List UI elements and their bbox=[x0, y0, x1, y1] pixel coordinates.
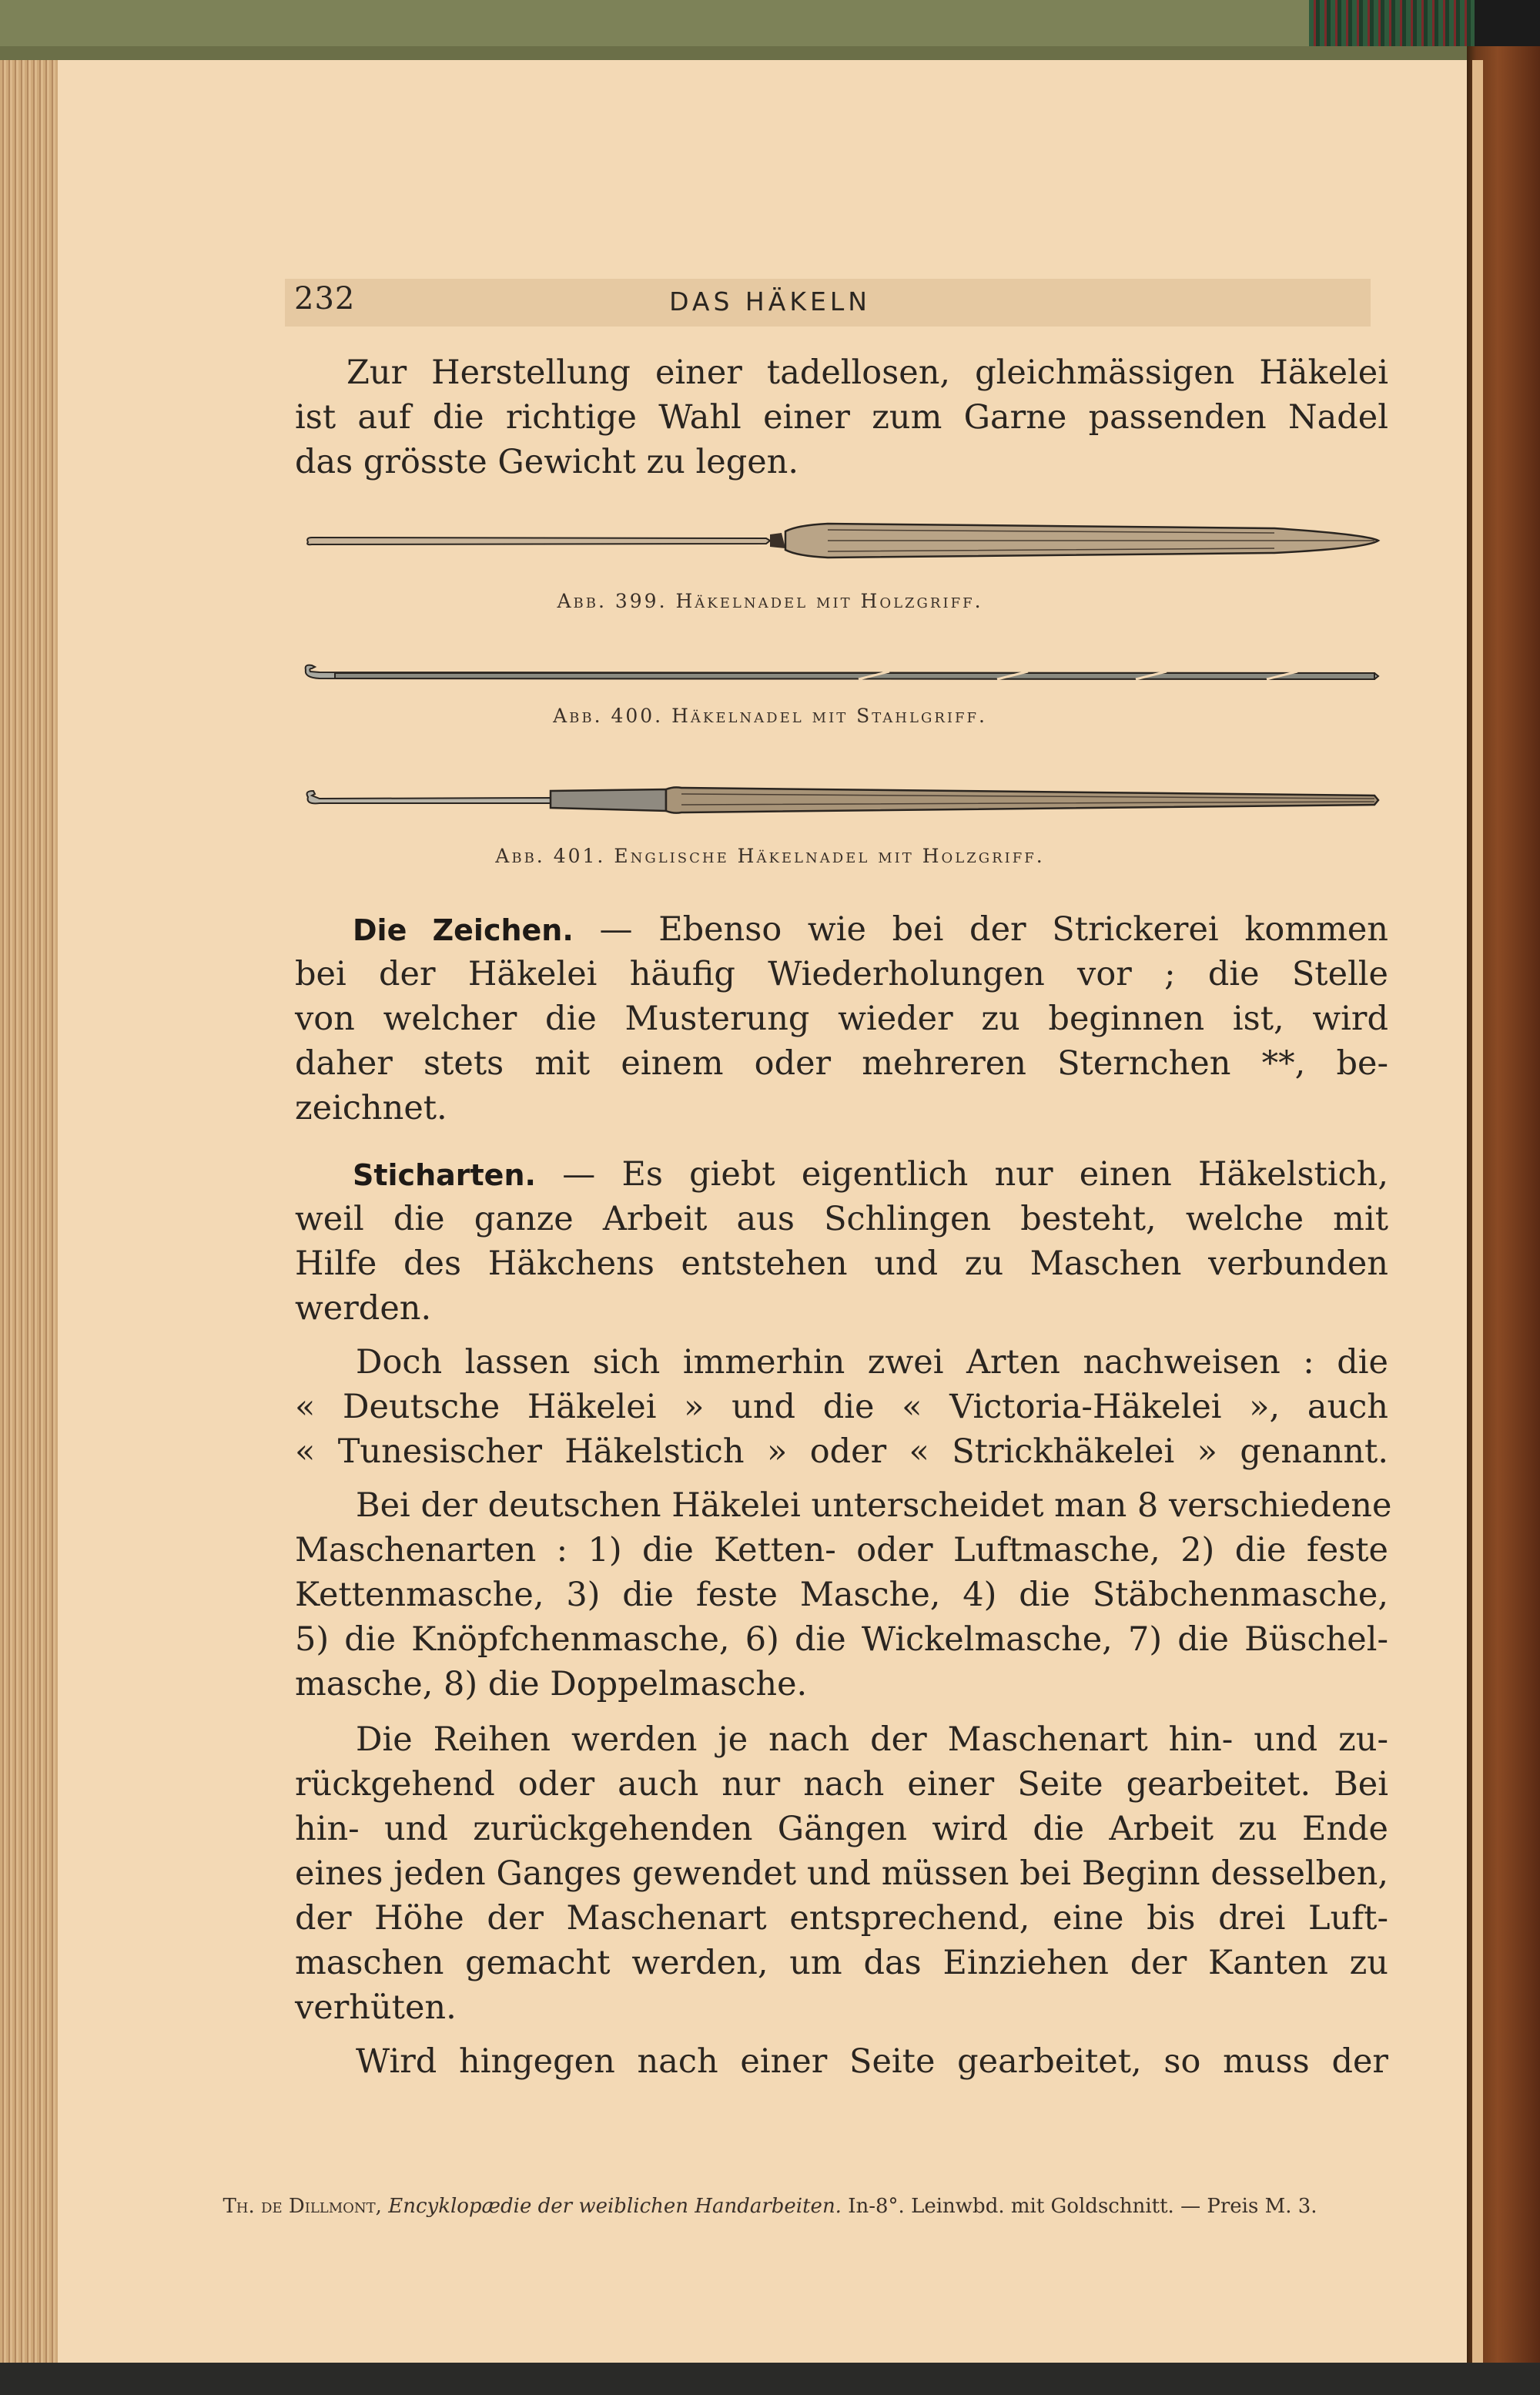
zeichen-line: von welcher die Musterung wieder zu beginnen ist, wird bbox=[295, 1000, 1388, 1038]
sticharten-line: weil die ganze Arbeit aus Schlingen besteht, welche mit bbox=[295, 1200, 1388, 1238]
running-head: DAS HÄKELN bbox=[669, 286, 871, 317]
maschen-line: 5) die Knöpfchenmasche, 6) die Wickelmasche, 7) die Büschel- bbox=[295, 1620, 1388, 1659]
english-crochet-hook-icon bbox=[304, 774, 1382, 820]
arten-line: « Deutsche Häkelei » und die « Victoria-Häkelei », auch bbox=[295, 1388, 1388, 1426]
scan-bottom-border bbox=[0, 2363, 1540, 2395]
zeichen-line: zeichnet. bbox=[295, 1089, 447, 1127]
sticharten-line: Sticharten. — Es giebt eigentlich nur einen Häkelstich, bbox=[353, 1155, 1388, 1194]
arten-line: Doch lassen sich immerhin zwei Arten nachweisen : die bbox=[356, 1343, 1388, 1382]
zeichen-line: bei der Häkelei häufig Wiederholungen vor ; die Stelle bbox=[295, 955, 1388, 993]
arten-line: « Tunesischer Häkelstich » oder « Strickhäkelei » genannt. bbox=[295, 1432, 1388, 1471]
page-edge-right bbox=[1472, 60, 1483, 2363]
zeichen-line: daher stets mit einem oder mehreren Sternchen **, be- bbox=[295, 1044, 1388, 1083]
figure-caption-401: Abb. 401. Englische Häkelnadel mit Holzgriff. bbox=[495, 845, 1045, 867]
page-number: 232 bbox=[294, 281, 356, 317]
sticharten-line: werden. bbox=[295, 1289, 432, 1328]
figure-caption-400: Abb. 400. Häkelnadel mit Stahlgriff. bbox=[553, 705, 987, 727]
sticharten-line: Hilfe des Häkchens entstehen und zu Maschen verbunden bbox=[295, 1244, 1388, 1283]
figure-caption-399: Abb. 399. Häkelnadel mit Holzgriff. bbox=[557, 590, 983, 612]
seite-line: Wird hingegen nach einer Seite gearbeitet, so muss der bbox=[356, 2042, 1388, 2081]
page-stack-edge bbox=[0, 60, 58, 2363]
reihen-line: eines jeden Ganges gewendet und müssen bei Beginn desselben, bbox=[295, 1854, 1388, 1893]
reihen-line: verhüten. bbox=[295, 1988, 457, 2027]
bookmark-ribbon bbox=[1309, 0, 1475, 46]
section-heading: Sticharten. bbox=[353, 1158, 536, 1192]
zeichen-line: Die Zeichen. — Ebenso wie bei der Strickerei kommen bbox=[353, 910, 1388, 949]
crochet-hook-steel-handle-icon bbox=[304, 659, 1382, 682]
intro-line: Zur Herstellung einer tadellosen, gleichmässigen Häkelei bbox=[346, 353, 1388, 392]
intro-line: ist auf die richtige Wahl einer zum Garne passenden Nadel bbox=[295, 398, 1388, 437]
reihen-line: Die Reihen werden je nach der Maschenart hin- und zu- bbox=[356, 1720, 1388, 1759]
section-heading: Die Zeichen. bbox=[353, 913, 574, 947]
publisher-footer: Th. de Dillmont, Encyklopædie der weiblichen Handarbeiten. In-8°. Leinwbd. mit Goldschnitt. — Preis M. 3. bbox=[223, 2195, 1317, 2218]
reihen-line: rückgehend oder auch nur nach einer Seite gearbeitet. Bei bbox=[295, 1765, 1388, 1804]
maschen-line: Bei der deutschen Häkelei unterscheidet man 8 verschiedene bbox=[356, 1486, 1392, 1525]
reihen-line: maschen gemacht werden, um das Einziehen der Kanten zu bbox=[295, 1944, 1388, 1982]
maschen-line: Maschenarten : 1) die Ketten- oder Luftmasche, 2) die feste bbox=[295, 1531, 1388, 1569]
maschen-line: Kettenmasche, 3) die feste Masche, 4) die Stäbchenmasche, bbox=[295, 1576, 1388, 1614]
reihen-line: der Höhe der Maschenart entsprechend, eine bis drei Luft- bbox=[295, 1899, 1388, 1938]
maschen-line: masche, 8) die Doppelmasche. bbox=[295, 1665, 808, 1703]
reihen-line: hin- und zurückgehenden Gängen wird die Arbeit zu Ende bbox=[295, 1810, 1388, 1848]
intro-line: das grösste Gewicht zu legen. bbox=[295, 443, 799, 481]
crochet-hook-wood-handle-icon bbox=[304, 518, 1382, 564]
